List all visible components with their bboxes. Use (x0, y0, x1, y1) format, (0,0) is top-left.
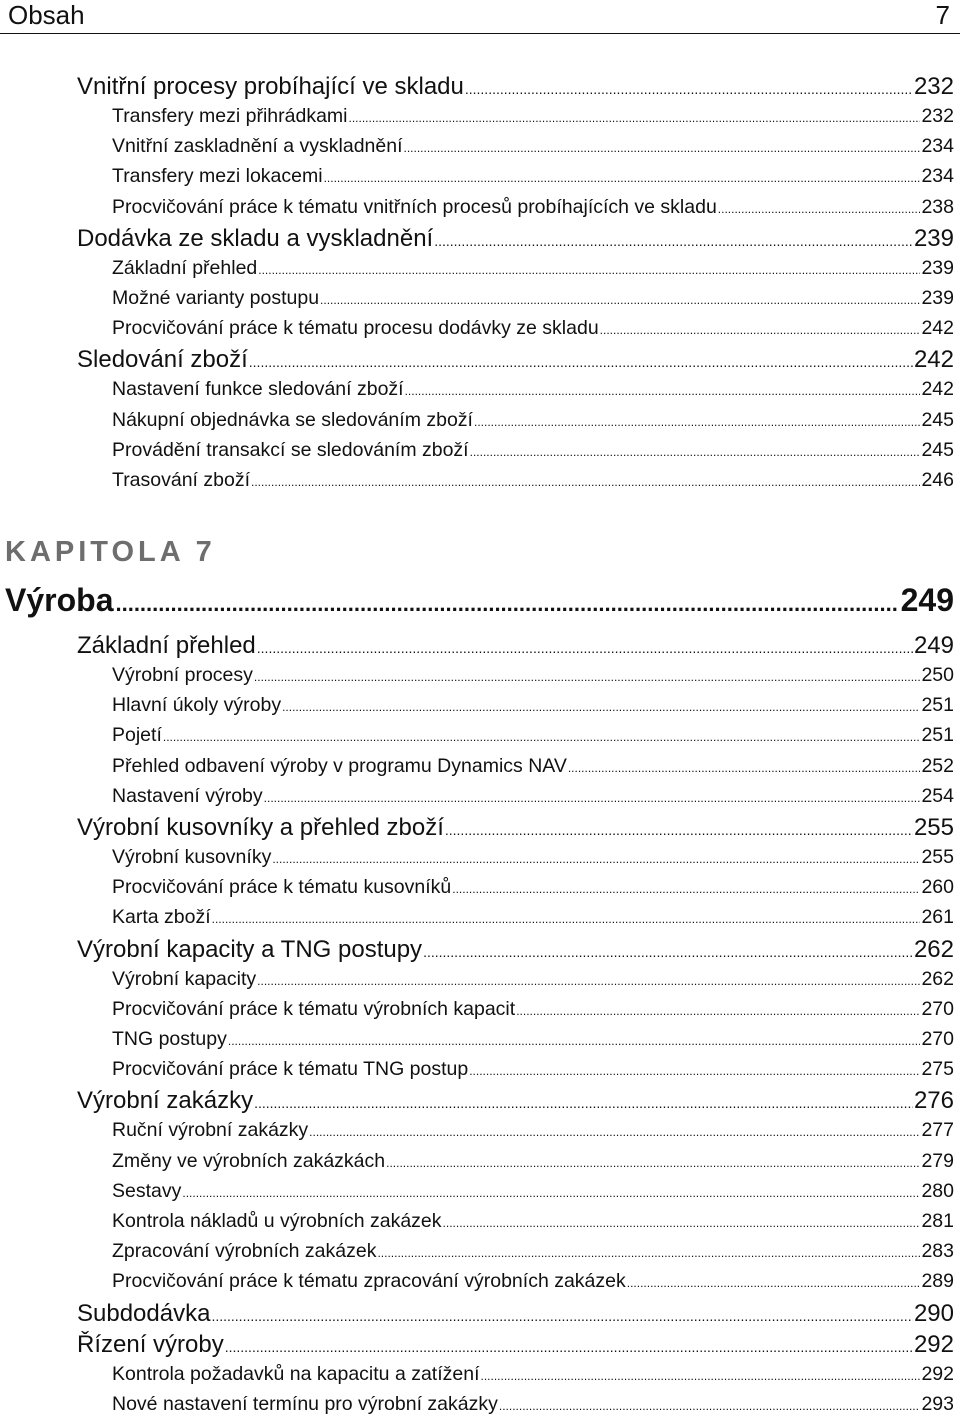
toc-subsection-entry[interactable] (112, 783, 954, 809)
entry-title: Nastavení funkce sledování zboží (112, 378, 404, 401)
entry-title: Transfery mezi přihrádkami (112, 105, 348, 127)
toc-subsection-entry[interactable] (112, 1056, 954, 1082)
dot-leader (443, 1210, 921, 1236)
dot-leader (257, 633, 913, 663)
toc-subsection-entry[interactable] (112, 1148, 954, 1174)
dot-leader (115, 584, 898, 624)
entry-page-number: 249 (913, 632, 954, 659)
entry-page-number: 251 (921, 724, 954, 747)
entry-page-number: 255 (913, 814, 954, 841)
dot-leader (627, 1270, 921, 1296)
entry-title: Pojetí (112, 724, 162, 747)
dot-leader (452, 876, 920, 902)
entry-page-number: 242 (921, 378, 954, 401)
entry-title: Řízení výroby (77, 1330, 224, 1358)
toc-subsection-entry[interactable] (112, 194, 954, 220)
toc-subsection-entry[interactable] (112, 1026, 954, 1052)
entry-page-number: 245 (921, 438, 954, 461)
chapter-title: Výroba (5, 582, 114, 618)
dot-leader (423, 937, 913, 967)
entry-title: Vnitřní procesy probíhající ve skladu (77, 73, 464, 100)
toc-subsection-entry[interactable] (112, 692, 954, 718)
dot-leader (258, 257, 920, 283)
toc-section-entry[interactable] (77, 1086, 954, 1116)
entry-page-number: 255 (921, 846, 954, 868)
entry-page-number: 289 (921, 1270, 954, 1293)
entry-page-number: 279 (921, 1149, 954, 1172)
toc-subsection-entry[interactable] (112, 1238, 954, 1264)
entry-page-number: 254 (921, 784, 954, 807)
entry-page-number: 246 (921, 469, 954, 491)
entry-page-number: 262 (921, 967, 954, 990)
entry-page-number: 260 (921, 876, 954, 899)
toc-subsection-entry[interactable] (112, 844, 954, 870)
entry-title: Změny ve výrobních zakázkách (112, 1149, 386, 1172)
dot-leader (324, 165, 921, 191)
header-title: Obsah (8, 0, 85, 30)
entry-title: Procvičování práce k tématu zpracování výrobních zakázek (112, 1270, 626, 1293)
dot-leader (434, 226, 913, 256)
dot-leader (404, 135, 921, 161)
dot-leader (386, 1150, 920, 1176)
toc-subsection-entry[interactable] (112, 103, 954, 129)
entry-title: Výrobní kusovníky (112, 846, 272, 868)
entry-title: Výrobní kusovníky a přehled zboží (77, 814, 444, 841)
toc-section-entry[interactable] (77, 631, 954, 661)
dot-leader (465, 74, 913, 104)
entry-page-number: 262 (913, 935, 954, 963)
entry-title: Procvičování práce k tématu TNG postup (112, 1058, 469, 1081)
entry-page-number: 277 (921, 1119, 954, 1142)
chapter-heading[interactable] (5, 580, 954, 620)
entry-title: Základní přehled (112, 256, 258, 279)
entry-page-number: 276 (913, 1087, 954, 1115)
entry-title: Dodávka ze skladu a vyskladnění (77, 224, 434, 252)
toc-section-entry[interactable] (77, 345, 954, 375)
toc-section-entry[interactable] (77, 224, 954, 254)
dot-leader (568, 755, 921, 781)
entry-page-number: 252 (921, 754, 954, 777)
entry-title: Sledování zboží (77, 346, 248, 374)
entry-page-number: 270 (921, 1028, 954, 1050)
dot-leader (349, 105, 921, 131)
toc-subsection-entry[interactable] (112, 874, 954, 900)
dot-leader (600, 317, 921, 343)
entry-page-number: 234 (921, 135, 954, 158)
entry-title: Kontrola požadavků na kapacitu a zatížení (112, 1362, 480, 1385)
toc-subsection-entry[interactable] (112, 904, 954, 930)
dot-leader (228, 1028, 921, 1054)
toc-section-entry[interactable] (77, 813, 954, 843)
entry-title: Výrobní kapacity a TNG postupy (77, 935, 423, 963)
dot-leader (272, 846, 920, 872)
toc-subsection-entry[interactable] (112, 662, 954, 688)
dot-leader (254, 1088, 913, 1118)
page-header (0, 0, 960, 34)
dot-leader (320, 287, 920, 313)
dot-leader (163, 724, 921, 750)
toc-section-entry[interactable] (77, 1299, 954, 1329)
dot-leader (251, 469, 920, 495)
toc-subsection-entry[interactable] (112, 437, 954, 463)
toc-subsection-entry[interactable] (112, 1178, 954, 1204)
entry-title: Procvičování práce k tématu vnitřních procesů probíhajících ve skladu (112, 195, 717, 218)
dot-leader (249, 347, 913, 377)
entry-page-number: 251 (921, 694, 954, 717)
toc-subsection-entry[interactable] (112, 163, 954, 189)
toc-subsection-entry[interactable] (112, 996, 954, 1022)
entry-title: Výrobní zakázky (77, 1087, 254, 1115)
chapter-label: KAPITOLA 7 (5, 536, 216, 568)
entry-page-number: 275 (921, 1058, 954, 1081)
entry-page-number: 245 (921, 408, 954, 431)
entry-page-number: 292 (921, 1362, 954, 1385)
toc-subsection-entry[interactable] (112, 315, 954, 341)
toc-subsection-entry[interactable] (112, 1361, 954, 1387)
entry-page-number: 242 (921, 317, 954, 340)
chapter-page: 249 (900, 582, 954, 618)
dot-leader (474, 409, 920, 435)
entry-title: Ruční výrobní zakázky (112, 1119, 309, 1142)
entry-page-number: 281 (921, 1210, 954, 1232)
dot-leader (516, 998, 920, 1024)
toc-subsection-entry[interactable] (112, 376, 954, 402)
entry-page-number: 292 (913, 1330, 954, 1358)
toc-subsection-entry[interactable] (112, 753, 954, 779)
entry-page-number: 280 (921, 1179, 954, 1202)
entry-page-number: 261 (921, 906, 954, 929)
dot-leader (481, 1363, 921, 1389)
dot-leader (212, 906, 921, 932)
entry-title: Karta zboží (112, 906, 211, 929)
dot-leader (718, 196, 921, 222)
entry-title: Vnitřní zaskladnění a vyskladnění (112, 135, 403, 158)
entry-title: Nastavení výroby (112, 784, 263, 807)
toc-section-entry[interactable] (77, 1330, 954, 1360)
dot-leader (309, 1119, 920, 1145)
entry-title: Výrobní procesy (112, 664, 253, 686)
dot-leader (211, 1301, 913, 1331)
toc-subsection-entry[interactable] (112, 722, 954, 748)
entry-page-number: 238 (921, 195, 954, 218)
dot-leader (282, 694, 920, 720)
entry-title: Nákupní objednávka se sledováním zboží (112, 408, 473, 431)
dot-leader (254, 664, 921, 690)
entry-title: Zpracování výrobních zakázek (112, 1240, 377, 1263)
toc-subsection-entry[interactable] (112, 255, 954, 281)
toc-section-entry[interactable] (77, 935, 954, 965)
dot-leader (257, 968, 920, 994)
entry-page-number: 242 (913, 346, 954, 374)
entry-title: Transfery mezi lokacemi (112, 165, 323, 188)
toc-subsection-entry[interactable] (112, 966, 954, 992)
entry-title: Základní přehled (77, 632, 256, 659)
toc-subsection-entry[interactable] (112, 1208, 954, 1234)
dot-leader (470, 439, 921, 465)
entry-title: Výrobní kapacity (112, 967, 257, 990)
toc-subsection-entry[interactable] (112, 407, 954, 433)
dot-leader (469, 1058, 920, 1084)
entry-title: Hlavní úkoly výroby (112, 694, 282, 717)
entry-title: Možné varianty postupu (112, 287, 320, 309)
toc-subsection-entry[interactable] (112, 285, 954, 311)
entry-page-number: 239 (913, 224, 954, 252)
entry-page-number: 270 (921, 997, 954, 1020)
entry-page-number: 290 (913, 1299, 954, 1327)
dot-leader (182, 1180, 920, 1206)
entry-title: Přehled odbavení výroby v programu Dynamics NAV (112, 754, 567, 777)
entry-title: Procvičování práce k tématu výrobních kapacit (112, 997, 516, 1020)
entry-title: Sestavy (112, 1179, 182, 1202)
toc-subsection-entry[interactable] (112, 1391, 954, 1417)
toc-subsection-entry[interactable] (112, 467, 954, 493)
entry-title: Procvičování práce k tématu procesu dodávky ze skladu (112, 317, 599, 340)
toc-subsection-entry[interactable] (112, 1117, 954, 1143)
entry-title: Subdodávka (77, 1299, 211, 1327)
dot-leader (405, 378, 921, 404)
dot-leader (264, 785, 921, 811)
toc-subsection-entry[interactable] (112, 1268, 954, 1294)
entry-page-number: 239 (921, 287, 954, 309)
entry-title: TNG postupy (112, 1028, 227, 1050)
dot-leader (377, 1240, 920, 1266)
entry-page-number: 234 (921, 165, 954, 188)
entry-page-number: 293 (921, 1392, 954, 1415)
entry-title: Kontrola nákladů u výrobních zakázek (112, 1210, 442, 1232)
entry-page-number: 232 (913, 73, 954, 100)
entry-title: Trasování zboží (112, 469, 251, 491)
entry-page-number: 239 (921, 256, 954, 279)
entry-title: Provádění transakcí se sledováním zboží (112, 438, 469, 461)
header-page-number: 7 (935, 0, 950, 30)
entry-page-number: 283 (921, 1240, 954, 1263)
dot-leader (225, 1332, 913, 1362)
entry-page-number: 250 (921, 664, 954, 686)
entry-title: Procvičování práce k tématu kusovníků (112, 876, 452, 899)
entry-page-number: 232 (921, 105, 954, 127)
entry-title: Nové nastavení termínu pro výrobní zakázky (112, 1392, 498, 1415)
toc-section-entry[interactable] (77, 72, 954, 102)
toc-subsection-entry[interactable] (112, 133, 954, 159)
dot-leader (499, 1393, 921, 1419)
dot-leader (445, 815, 913, 845)
